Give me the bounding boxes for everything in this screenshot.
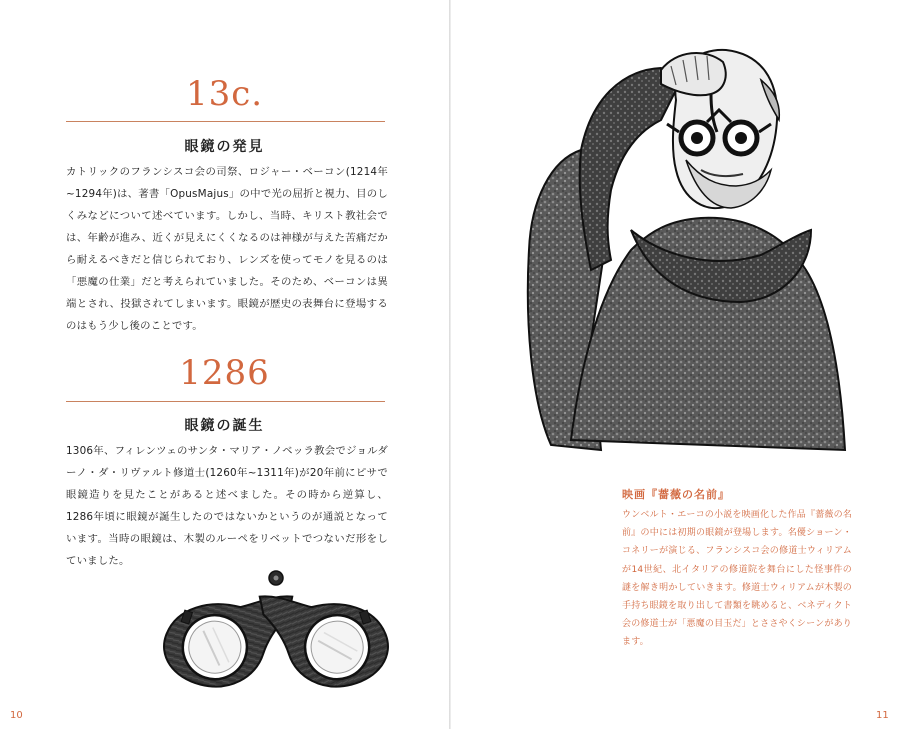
left-page	[0, 0, 449, 729]
caption-body: ウンベルト・エーコの小説を映画化した作品『薔薇の名前』の中には初期の眼鏡が登場します。名優ショーン・コネリーが演じる、フランシスコ会の修道士ウィリアムが14世紀、北イタリアの修道院を舞台にした怪事件の謎を解き明かしていきます。修道士ウィリアムが木製の手持ち眼鏡を取り出して書類を眺めると、ベネディクト会の修道士が「悪魔の目玉だ」とささやくシーンがあります。	[622, 510, 853, 648]
section-divider	[66, 401, 385, 402]
right-page	[451, 0, 900, 729]
section-paragraph-discovery: カトリックのフランシスコ会の司祭、ロジャー・ベーコン(1214年~1294年)は、著書「OpusMajus」の中で光の屈折と視力、目のしくみなどについて述べています。しかし、当時、キリスト教社会では、年齢が進み、近くが見えにくくなるのは神様が与えた苦痛だから耐えるべきだと信じられており、レンズを使ってモノを見るのは「悪魔の仕業」だと考えられていました。そのため、ベーコンは異端とされ、投獄されてしまいます。眼鏡が歴史の表舞台に登場するのはもう少し後のことです。	[66, 166, 388, 332]
caption-title: 映画『薔薇の名前』	[622, 488, 730, 501]
page-number-left: 10	[10, 710, 23, 721]
section-divider	[66, 121, 385, 122]
film-caption	[622, 486, 852, 652]
monk-with-spectacles-illustration	[511, 40, 851, 460]
section-paragraph-birth: 1306年、フィレンツェのサンタ・マリア・ノベッラ教会でジョルダーノ・ダ・リヴァルト修道士(1260年~1311年)が20年前にピサで眼鏡造りを見たことがあると述べました。その時から逆算し、1286年頃に眼鏡が誕生したのではないかというのが通説となっています。当時の眼鏡は、木製のルーペをリベットでつないだ形をしていました。	[66, 445, 388, 567]
section-heading-birth: 眼鏡の誕生	[184, 418, 265, 434]
page-number-right: 11	[876, 710, 889, 721]
rivet-spectacles-icon	[156, 562, 396, 697]
section-year-13c: 13c.	[185, 74, 264, 114]
section-heading-discovery: 眼鏡の発見	[184, 139, 265, 155]
section-year-1286: 1286	[179, 353, 270, 393]
